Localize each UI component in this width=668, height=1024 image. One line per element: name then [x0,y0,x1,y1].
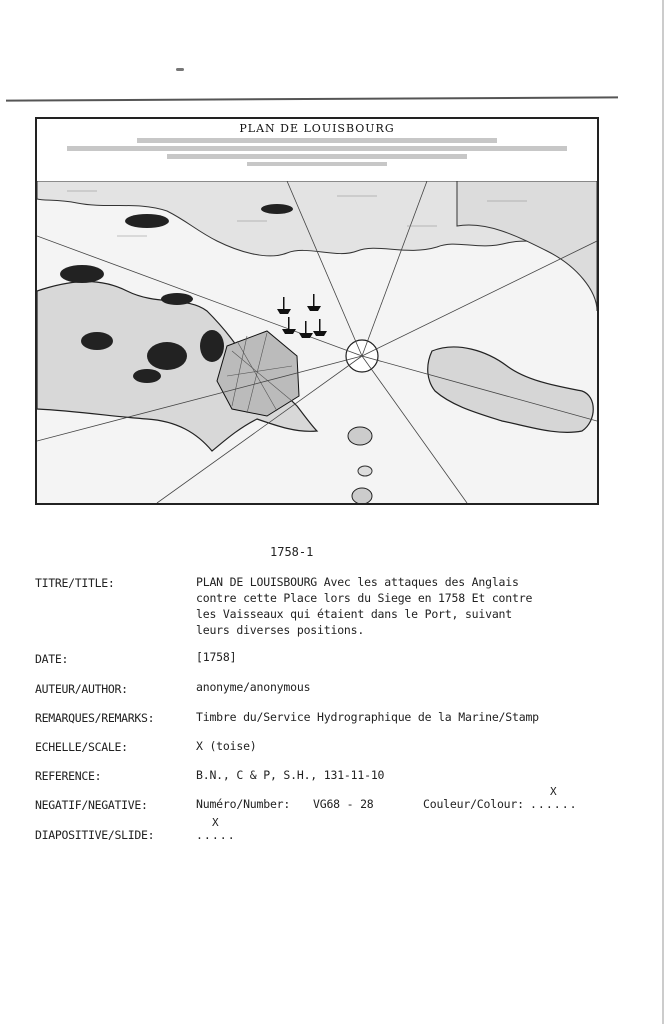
negative-label: NEGATIF/NEGATIVE: [35,798,148,812]
reference-label: REFERENCE: [35,769,102,783]
paper-speck [176,68,184,71]
title-value [196,574,576,638]
negative-number-label: Numéro/Number: [196,797,291,811]
scale-value: X (toise) [196,739,257,753]
date-label: DATE: [35,652,69,666]
remarks-value: Timbre du/Service Hydrographique de la Marine/Stamp [196,710,539,724]
slide-dots: X ..... [196,816,236,842]
negative-number-value: VG68 - 28 [313,797,374,811]
title-line: les Vaisseaux qui étaient dans le Port, suivant [196,607,513,621]
author-label: AUTEUR/AUTHOR: [35,682,128,696]
remarks-label: REMARQUES/REMARKS: [35,711,155,725]
page-edge [662,0,664,1024]
colour-field [530,785,578,811]
document-number: 1758-1 [270,545,314,559]
title-line: PLAN DE LOUISBOURG Avec les attaques des Anglais [196,575,519,589]
map-cartouche [37,119,597,166]
cartouche-line [67,146,567,151]
cartouche-line [167,154,467,159]
author-value: anonyme/anonymous [196,680,311,694]
map-title: PLAN DE LOUISBOURG [239,122,395,135]
cartouche-line [247,162,387,166]
map-image [35,117,599,505]
map-drawing [37,181,597,503]
colour-label: Couleur/Colour: [423,797,524,811]
colour-dots: X ...... [530,785,578,811]
title-line: contre cette Place lors du Siege en 1758 Et contre [196,591,533,605]
slide-field [196,816,236,842]
scale-label: ECHELLE/SCALE: [35,740,128,754]
cartouche-line [137,138,497,143]
title-label: TITRE/TITLE: [35,576,115,590]
title-line: leurs diverses positions. [196,623,365,637]
slide-label: DIAPOSITIVE/SLIDE: [35,828,155,842]
page-divider [6,96,618,101]
reference-value: B.N., C & P, S.H., 131-11-10 [196,768,385,782]
colour-mark: X [549,785,558,798]
date-value: [1758] [196,650,237,664]
slide-mark: X [212,816,220,829]
